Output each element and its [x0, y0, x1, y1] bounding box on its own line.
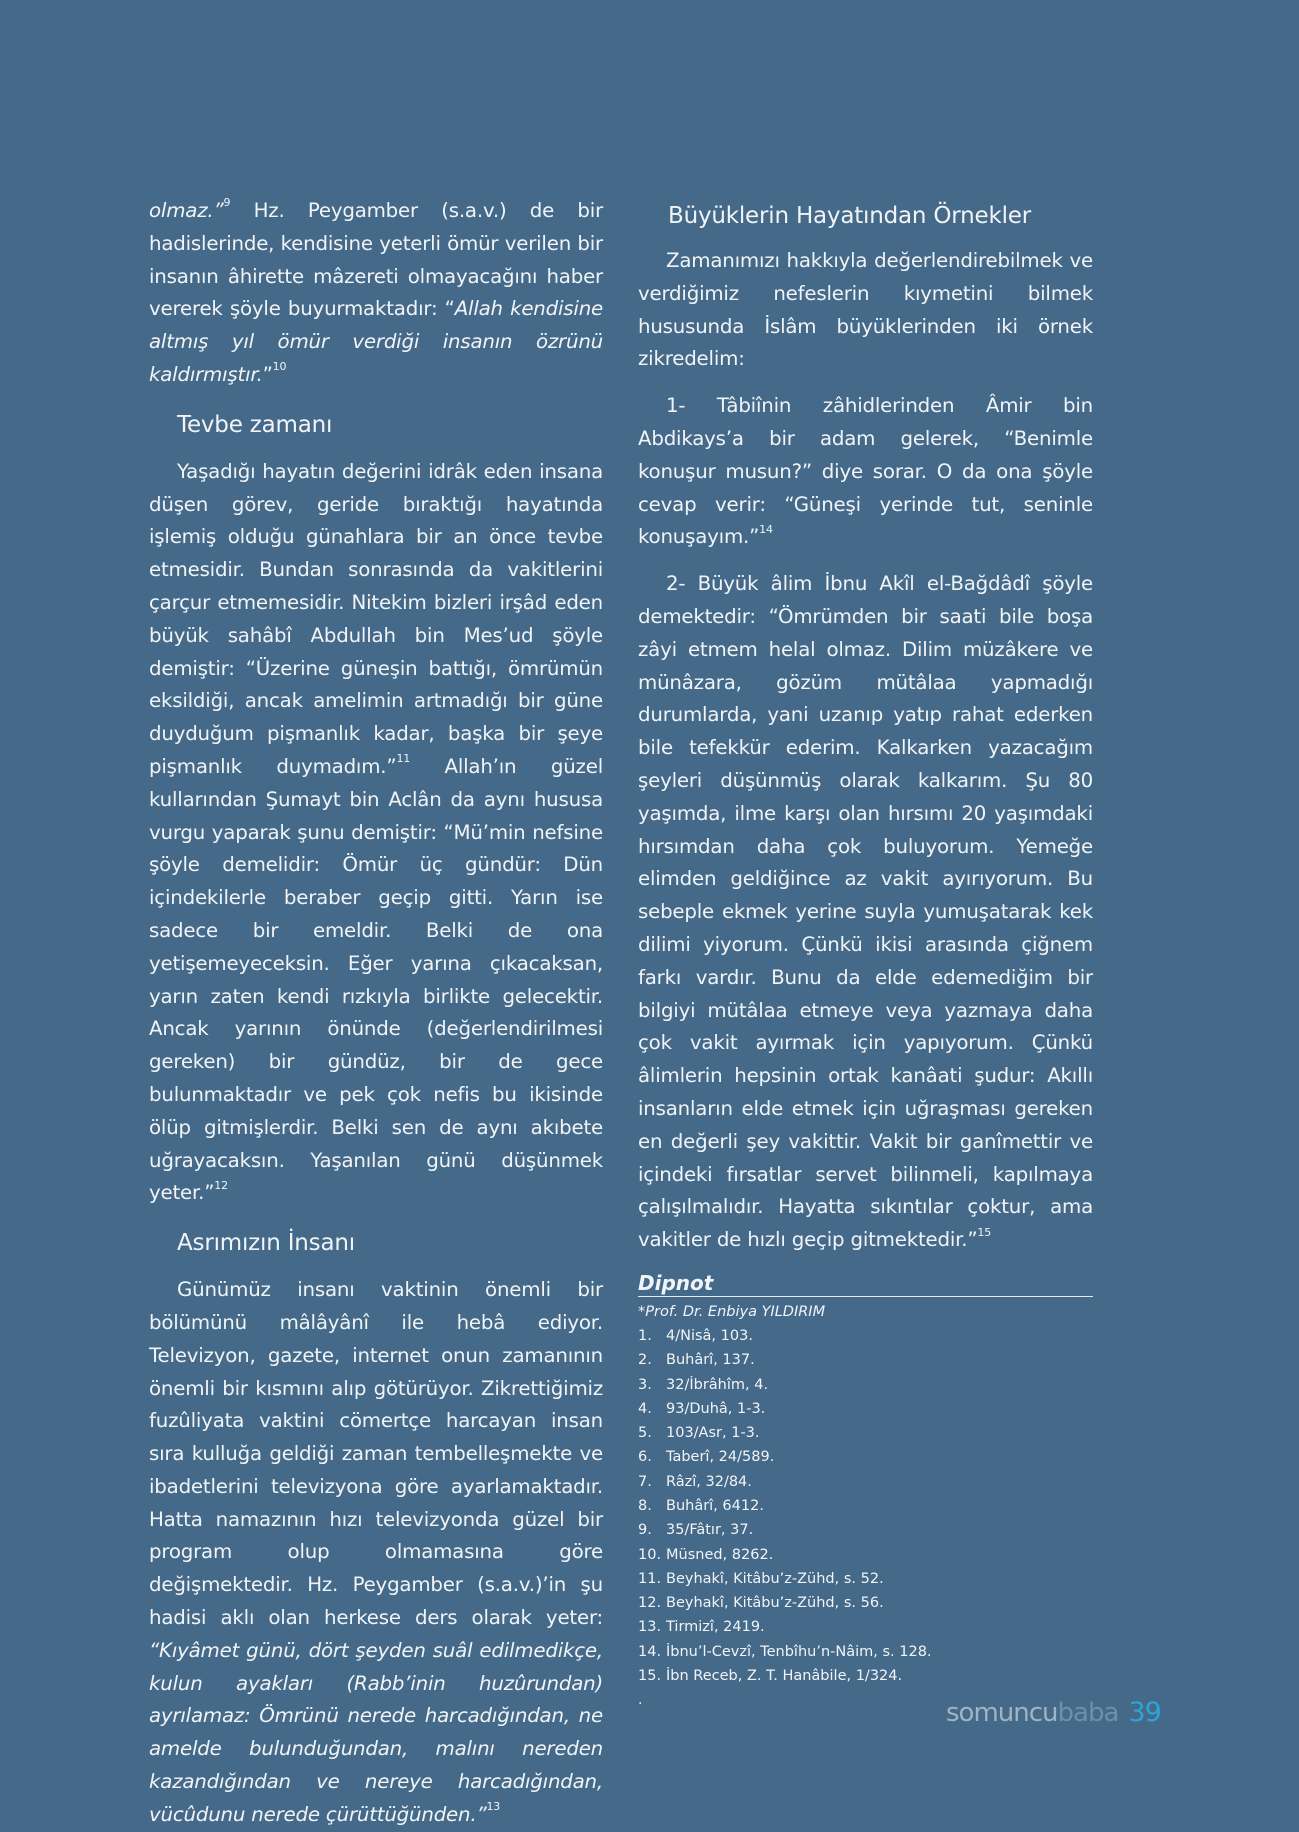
- footnote-ref-13[interactable]: 13: [486, 1800, 501, 1814]
- footnote-item: [638, 1470, 1093, 1494]
- footnote-ref-11[interactable]: 11: [396, 752, 411, 766]
- footnote-item: [638, 1591, 1093, 1615]
- footnote-text: İbnu’l-Cevzî, Tenbîhu’n-Nâim, s. 128.: [666, 1643, 932, 1660]
- footnote-item: [638, 1324, 1093, 1348]
- footnote-number: 11.: [638, 1570, 662, 1587]
- hadith-quote: Allah kendisine altmış yıl ömür verdiği insanın özrünü kaldırmıştır.: [149, 297, 604, 386]
- footnote-text: 103/Asr, 1-3.: [666, 1425, 760, 1442]
- footnote-item: [638, 1664, 1093, 1688]
- footnote-number: 2.: [638, 1352, 652, 1369]
- page-footer: [946, 1697, 1161, 1728]
- footnote-number: 13.: [638, 1619, 662, 1636]
- footnote-number: 7.: [638, 1473, 652, 1490]
- footnote-number: 6.: [638, 1449, 652, 1466]
- footnotes-heading: Dipnot: [638, 1271, 1093, 1297]
- heading-asrimizin-insani: Asrımızın İnsanı: [177, 1230, 355, 1257]
- footnote-item: [638, 1494, 1093, 1518]
- trailing-dot: .: [638, 1692, 643, 1709]
- footnote-ref-15[interactable]: 15: [977, 1225, 992, 1239]
- left-column: [149, 195, 603, 1832]
- paragraph-tevbe: Yaşadığı hayatın değerini idrâk eden insana düşen görev, geride bıraktığı hayatında işlemiş olduğu günahlara bir an önce tevbe etmesidir. Bundan sonrasında da vakitlerini çarçur etmemesidir. Nitekim bizleri irşâd eden büyük sahâbî Abdullah bin Mes’ud şöyle demiştir: “Üzerine güneşin battığı, ömrümün eksildiği, ancak amelimin artmadığı bir güne duyduğum pişmanlık kadar, başka bir şeye pişmanlık duymadım.”$^{11}$ Allah’ın güzel kullarından Şumayt bin Aclân da aynı hususa vurgu yaparak şunu demiştir: “Mü’min nefsine şöyle demelidir: Ömür üç gündür: Dün içindekilerle beraber geçip gitti. Yarın ise sadece bir emeldir. Belki de ona yetişemeyeceksin. Eğer yarına çıkacaksan, yarın zaten kendi rızkıyla birlikte gelecektir. Ancak yarının önünde (değerlendirilmesi gereken) bir gündüz, bir de gece bulunmaktadır ve pek çok nefis bu ikisinde ölüp gitmişlerdir. Belki sen de aynı akıbete uğrayacaksın. Yaşanılan günü düşünmek yeter.”$^{12}$: [149, 459, 603, 1205]
- footnote-ref-9[interactable]: 9: [223, 196, 231, 210]
- footnote-text: Taberî, 24/589.: [666, 1449, 775, 1466]
- hadith-quote: “Kıyâmet günü, dört şeyden suâl edilmedikçe, kulun ayakları (Rabb’inin huzûrundan) ayrılamaz: Ömrünü nerede harcadığından, ne amelde bulunduğundan, malını nereden kazandığından ve nereye harcadığından, vücûdunu nerede çürüttüğünden.”: [149, 1638, 603, 1826]
- footnote-item: [638, 1543, 1093, 1567]
- page-number: 39: [1128, 1697, 1161, 1728]
- footnote-text: Râzî, 32/84.: [666, 1473, 752, 1490]
- paragraph-text: Hz. Peygamber (s.a.v.) de bir hadislerinde, kendisine yeterli ömür verilen bir insanın âhirette mâzereti olmayacağını haber vererek şöyle buyurmaktadır: “: [149, 199, 603, 321]
- footnote-number: 15.: [638, 1668, 662, 1685]
- footnote-number: 1.: [638, 1327, 652, 1344]
- footnote-ref-14[interactable]: 14: [759, 522, 773, 536]
- footnote-number: 5.: [638, 1425, 652, 1442]
- footnote-text: Müsned, 8262.: [666, 1546, 774, 1563]
- footnote-number: 3.: [638, 1376, 652, 1393]
- paragraph-example-2: 2- Büyük âlim İbnu Akîl el-Bağdâdî şöyle demektedir: “Ömrümden bir saati bile boşa zâyi etmem helal olmaz. Dilim müzâkere ve münâzara, gözüm mütâlaa yapmadığı durumlarda, yani uzanıp yatıp rahat ederken bile tefekkür ederim. Kalkarken yazacağım şeyleri düşünmüş olarak kalkarım. Şu 80 yaşımda, ilme karşı olan hırsımı 20 yaşımdaki hırsımdan daha çok buluyorum. Yemeğe elimden geldiğince az vakit ayırıyorum. Bu sebeple ekmek yerine suyla yumuşatarak kek dilimi yiyorum. Çünkü ikisi arasında çiğnem farkı vardır. Bunu da elde edemediğim bir bilgiyi mütâlaa etmeye veya yazmaya daha çok vakit ayırmak için yapıyorum. Çünkü âlimlerin hepsinin ortak kanâati şudur: Akıllı insanların elde etmek için uğraşması gereken en değerli şey vakittir. Vakit bir ganîmettir ve içindeki fırsatlar servet bilinmeli, kapılmaya çalışılmalıdır. Hayatta sıkıntılar çoktur, ama vakitler de hızlı geçip gitmektedir.”$^{15}$: [638, 572, 1093, 1252]
- footnote-text: Beyhakî, Kitâbu’z-Zühd, s. 56.: [666, 1595, 884, 1612]
- footnote-item: [638, 1397, 1093, 1421]
- footnotes-list: [638, 1324, 1093, 1688]
- footnote-item: [638, 1567, 1093, 1591]
- footnote-item: [638, 1640, 1093, 1664]
- footnote-item: [638, 1348, 1093, 1372]
- paragraph-zamanimizi: Zamanımızı hakkıyla değerlendirebilmek ve verdiğimiz nefeslerin kıymetini bilmek hususunda İslâm büyüklerinden iki örnek zikredelim:: [638, 249, 1093, 371]
- footnote-text: Beyhakî, Kitâbu’z-Zühd, s. 52.: [666, 1570, 884, 1587]
- footnote-item: [638, 1518, 1093, 1542]
- footnote-number: 4.: [638, 1400, 652, 1417]
- brand-logo-somuncu: somuncu: [946, 1698, 1058, 1728]
- brand-logo-baba: baba: [1057, 1698, 1119, 1728]
- footnote-number: 10.: [638, 1546, 662, 1563]
- footnote-ref-10[interactable]: 10: [272, 360, 287, 374]
- paragraph-intro: olmaz.”$^9$ Hz. Peygamber (s.a.v.) de bir hadislerinde, kendisine yeterli ömür verilen bir insanın âhirette mâzereti olmayacağını haber vererek şöyle buyurmaktadır: “Allah kendisine altmış yıl ömür verdiği insanın özrünü kaldırmıştır.”$^{10}$: [149, 196, 604, 386]
- heading-buyukler: Büyüklerin Hayatından Örnekler: [668, 203, 1031, 229]
- footnote-item: [638, 1445, 1093, 1469]
- footnote-text: Tirmizî, 2419.: [666, 1619, 765, 1636]
- footnote-item: [638, 1421, 1093, 1445]
- footnote-text: İbn Receb, Z. T. Hanâbile, 1/324.: [666, 1668, 903, 1685]
- footnote-ref-12[interactable]: 12: [214, 1178, 228, 1192]
- footnote-number: 9.: [638, 1522, 652, 1539]
- footnote-text: 35/Fâtır, 37.: [666, 1522, 754, 1539]
- quote-end: olmaz.”: [149, 199, 224, 222]
- footnote-text: 4/Nisâ, 103.: [666, 1327, 753, 1344]
- footnote-number: 14.: [638, 1643, 662, 1660]
- footnote-text: Buhârî, 6412.: [666, 1497, 764, 1514]
- footnote-text: 93/Duhâ, 1-3.: [666, 1400, 766, 1417]
- footnote-item: [638, 1373, 1093, 1397]
- footnote-number: 12.: [638, 1595, 662, 1612]
- footnote-text: Buhârî, 137.: [666, 1352, 755, 1369]
- footnote-number: 8.: [638, 1497, 652, 1514]
- footnote-item: [638, 1615, 1093, 1639]
- paragraph-asrimizin: Günümüz insanı vaktinin önemli bir bölümünü mâlâyânî ile hebâ ediyor. Televizyon, gazete, internet onun zamanının önemli bir kısmını alıp götürüyor. Zikrettiğimiz fuzûliyata vaktini cömertçe harcayan insan sıra kulluğa geldiği zaman tembelleşmekte ve ibadetlerini televizyona göre ayarlamaktadır. Hatta namazının hızı televizyonda güzel bir program olup olmamasına göre değişmektedir. Hz. Peygamber (s.a.v.)’in şu hadisi aklı olan herkese ders olarak yeter: “Kıyâmet günü, dört şeyden suâl edilmedikçe, kulun ayakları (Rabb’inin huzûrundan) ayrılamaz: Ömrünü nerede harcadığından, ne amelde bulunduğundan, malını nereden kazandığından ve nereye harcadığından, vücûdunu nerede çürüttüğünden.”$^{13}$: [149, 1278, 603, 1826]
- right-column: [638, 195, 1093, 1712]
- author-note: *Prof. Dr. Enbiya YILDIRIM: [638, 1303, 826, 1320]
- footnote-text: 32/İbrâhîm, 4.: [666, 1376, 769, 1393]
- heading-tevbe: Tevbe zamanı: [177, 411, 333, 438]
- paragraph-example-1: 1- Tâbiînin zâhidlerinden Âmir bin Abdikays’a bir adam gelerek, “Benimle konuşur musun?” diye sorar. O da ona şöyle cevap verir: “Güneşi yerinde tut, seninle konuşayım.”$^{14}$: [638, 394, 1093, 549]
